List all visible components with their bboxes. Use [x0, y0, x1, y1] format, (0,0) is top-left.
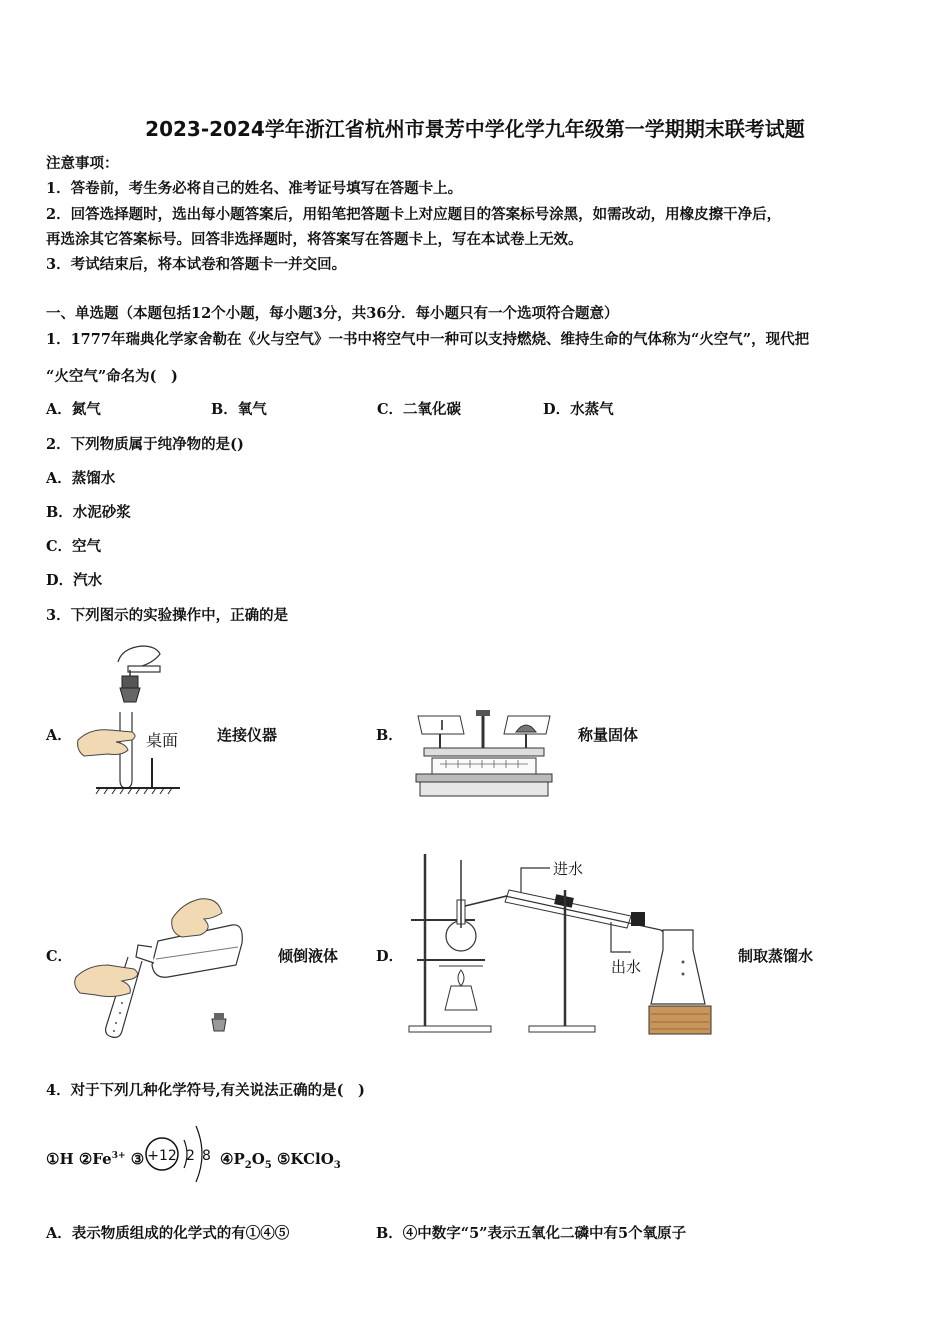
q3-option-c-caption: 倾倒液体	[278, 947, 339, 965]
bench-label: 桌面	[146, 731, 179, 750]
water-inlet-label: 进水	[553, 860, 584, 878]
symbol-4: ④P	[220, 1150, 245, 1168]
q1-option-d: D．水蒸气	[543, 401, 614, 418]
shell-2-electrons: 8	[202, 1148, 211, 1164]
q2-option-b: B．水泥砂浆	[46, 504, 131, 521]
chemical-symbols-line-2	[220, 1150, 341, 1171]
q3-option-a-caption: 连接仪器	[217, 726, 278, 744]
distillation-apparatus-figure	[405, 850, 725, 1040]
atom-structure-diagram	[142, 1110, 222, 1192]
q2-option-a: A．蒸馏水	[46, 470, 116, 487]
q4-option-a: A．表示物质组成的化学式的有①④⑤	[46, 1225, 290, 1242]
q3-option-b-caption: 称量固体	[578, 726, 639, 744]
symbol-5: ⑤KClO	[276, 1150, 334, 1168]
symbol-2: ②Fe	[78, 1150, 112, 1168]
notes-item: 再选涂其它答案标号。回答非选择题时，将答案写在答题卡上，写在本试卷上无效。	[46, 231, 583, 248]
symbol-4-sub: 5	[264, 1160, 272, 1171]
notes-heading: 注意事项：	[46, 155, 119, 172]
notes-item: 3．考试结束后，将本试卷和答题卡一并交回。	[46, 256, 347, 273]
symbol-3: ③	[130, 1150, 145, 1168]
shell-1-electrons: 2	[186, 1148, 195, 1164]
q2-option-d: D．汽水	[46, 572, 103, 589]
symbol-2-charge: 3+	[111, 1151, 126, 1161]
q3-option-b-letter: B．	[376, 727, 403, 744]
symbol-4-sub: 2	[244, 1160, 252, 1171]
question-1-stem: 1．1777年瑞典化学家舍勒在《火与空气》一书中将空气中一种可以支持燃烧、维持生命的气体称为“火空气”，现代把	[46, 331, 810, 348]
q3-option-d-letter: D．	[376, 948, 404, 965]
question-2-stem: 2．下列物质属于纯净物的是()	[46, 436, 244, 453]
symbol-4-o: O	[251, 1150, 265, 1168]
question-1-stem-cont: “火空气”命名为( )	[46, 368, 178, 385]
page-title: 2023-2024学年浙江省杭州市景芳中学化学九年级第一学期期末联考试题	[145, 117, 805, 141]
q4-option-b: B．④中数字“5”表示五氧化二磷中有5个氧原子	[376, 1225, 687, 1242]
section-heading: 一、单选题（本题包括12个小题，每小题3分，共36分．每小题只有一个选项符合题意）	[46, 305, 619, 322]
connecting-apparatus-figure	[70, 640, 185, 795]
question-3-stem: 3．下列图示的实验操作中，正确的是	[46, 607, 289, 624]
notes-item: 2．回答选择题时，选出每小题答案后，用铅笔把答题卡上对应题目的答案标号涂黑，如需改动，用橡皮擦干净后，	[46, 206, 782, 223]
symbol-5-sub: 3	[333, 1160, 341, 1171]
q3-option-c-letter: C．	[46, 948, 73, 965]
q1-option-b: B．氧气	[211, 401, 267, 418]
q3-option-d-caption: 制取蒸馏水	[738, 947, 814, 965]
water-outlet-label: 出水	[611, 958, 642, 976]
question-4-stem: 4．对于下列几种化学符号,有关说法正确的是( )	[46, 1082, 365, 1099]
q3-option-a-letter: A．	[46, 727, 72, 744]
q1-option-c: C．二氧化碳	[377, 401, 462, 418]
q1-option-a: A．氮气	[46, 401, 101, 418]
symbol-1: ①H	[46, 1150, 74, 1168]
pouring-liquid-figure	[72, 885, 247, 1040]
notes-item: 1．答卷前，考生务必将自己的姓名、准考证号填写在答题卡上。	[46, 180, 463, 197]
q2-option-c: C．空气	[46, 538, 102, 555]
balance-figure	[412, 708, 557, 803]
chemical-symbols-line	[46, 1150, 144, 1168]
nucleus-charge: +12	[147, 1148, 177, 1164]
